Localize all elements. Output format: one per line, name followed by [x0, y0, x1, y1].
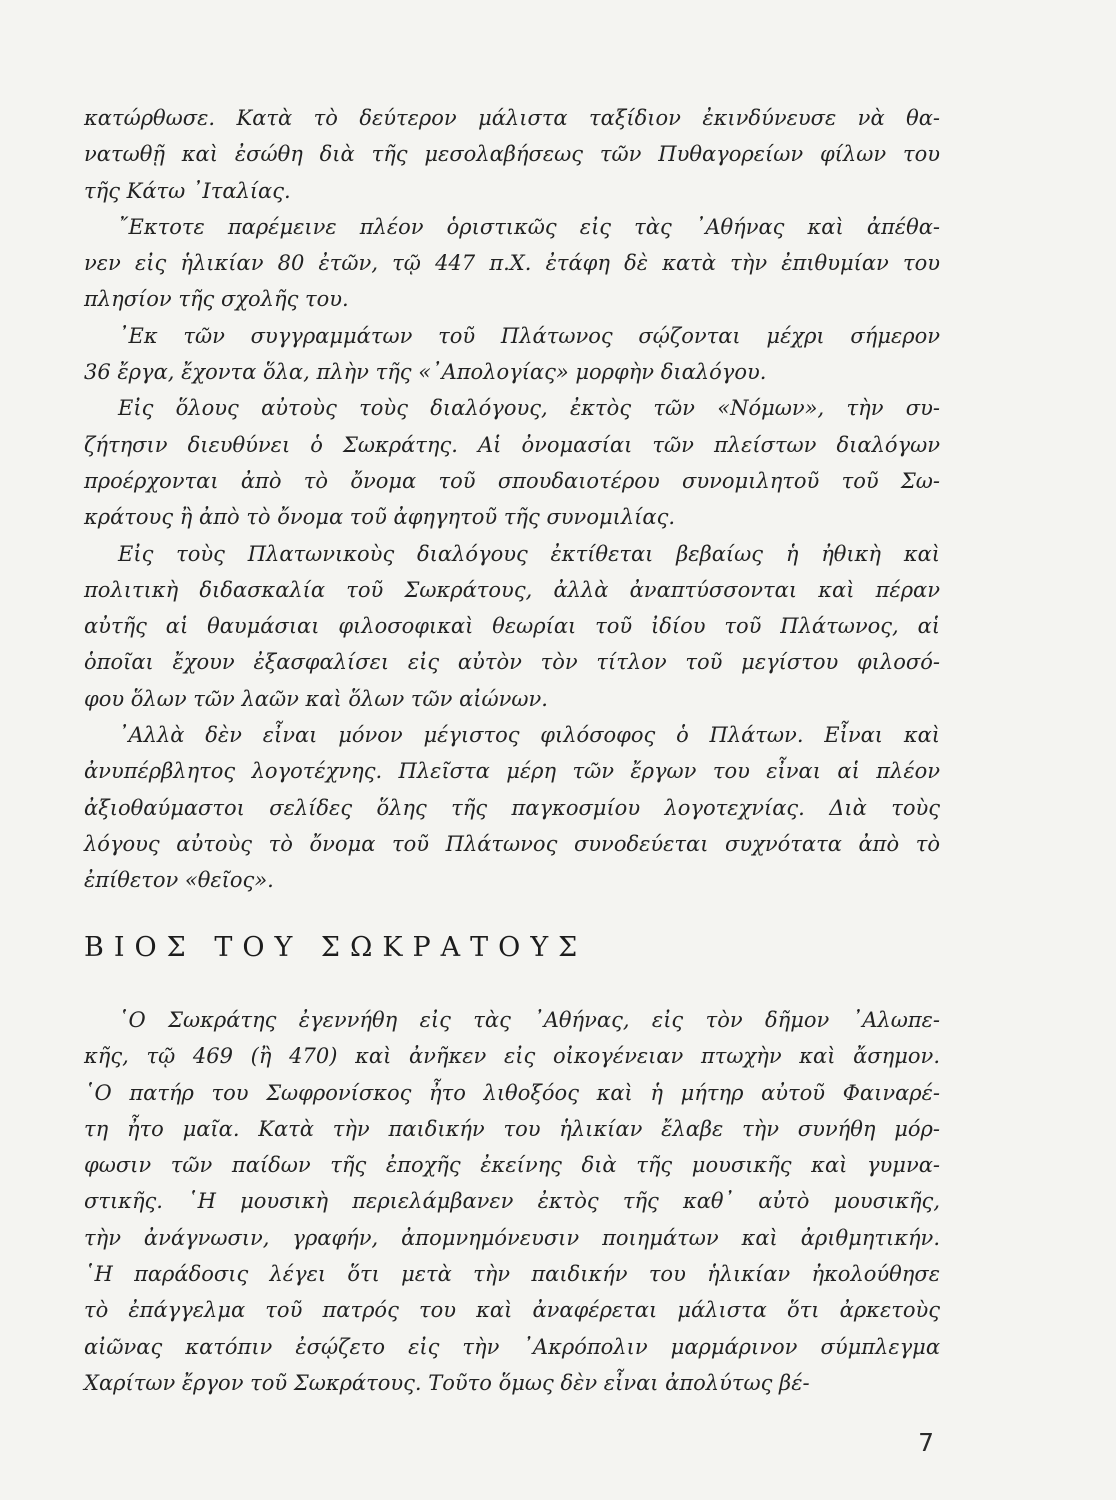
text-line: ᾿Εκ τῶν συγγραμμάτων τοῦ Πλάτωνος σῴζονται μέχρι σήμερον [118, 323, 940, 348]
text-line: ἐπίθετον «θεῖος». [84, 868, 274, 893]
text-line: φου ὅλων τῶν λαῶν καὶ ὅλων τῶν αἰώνων. [84, 686, 548, 711]
text-line: ᾿Αλλὰ δὲν εἶναι μόνον μέγιστος φιλόσοφος ὁ Πλάτων. Εἶναι καὶ [118, 723, 940, 748]
text-line: ἀξιοθαύμαστοι σελίδες ὅλης τῆς παγκοσμίου λογοτεχνίας. Διὰ τοὺς [84, 795, 940, 820]
section-heading: ΒΙΟΣ ΤΟΥ ΣΩΚΡΑΤΟΥΣ [84, 932, 588, 963]
text-line: αἰῶνας κατόπιν ἐσῴζετο εἰς τὴν ᾿Ακρόπολιν μαρμάρινον σύμπλεγμα [84, 1334, 940, 1359]
text-line: 36 ἔργα, ἔχοντα ὅλα, πλὴν τῆς «᾿Απολογίας» μορφὴν διαλόγου. [84, 360, 767, 385]
text-line: ῾Ο Σωκράτης ἐγεννήθη εἰς τὰς ᾿Αθήνας, εἰς τὸν δῆμον ᾿Αλωπε- [118, 1008, 940, 1032]
text-line: Εἰς ὅλους αὐτοὺς τοὺς διαλόγους, ἐκτὸς τῶν «Νόμων», τὴν συ- [118, 396, 940, 421]
text-line: ἀνυπέρβλητος λογοτέχνης. Πλεῖστα μέρη τῶν ἔργων του εἶναι αἱ πλέον [84, 759, 940, 784]
text-line: πολιτικὴ διδασκαλία τοῦ Σωκράτους, ἀλλὰ ἀναπτύσσονται καὶ πέραν [84, 577, 940, 602]
text-line: προέρχονται ἀπὸ τὸ ὄνομα τοῦ σπουδαιοτέρου συνομιλητοῦ τοῦ Σω- [84, 468, 940, 493]
text-line: ῎Εκτοτε παρέμεινε πλέον ὁριστικῶς εἰς τὰς ᾿Αθήνας καὶ ἀπέθα- [118, 214, 940, 239]
text-line: κατώρθωσε. Κατὰ τὸ δεύτερον μάλιστα ταξίδιον ἐκινδύνευσε νὰ θα- [84, 106, 940, 130]
text-line: τὸ ἐπάγγελμα τοῦ πατρός του καὶ ἀναφέρεται μάλιστα ὅτι ἀρκετοὺς [84, 1298, 940, 1323]
text-line: ῾Ο πατήρ του Σωφρονίσκος ἦτο λιθοξόος καὶ ἡ μήτηρ αὐτοῦ Φαιναρέ- [84, 1080, 940, 1105]
text-line: τη ἦτο μαῖα. Κατὰ τὴν παιδικήν του ἡλικίαν ἔλαβε τὴν συνήθη μόρ- [84, 1116, 940, 1141]
text-line: Χαρίτων ἔργον τοῦ Σωκράτους. Τοῦτο ὅμως δὲν εἶναι ἀπολύτως βέ- [84, 1370, 810, 1395]
text-line: στικῆς. ῾Η μουσικὴ περιελάμβανεν ἐκτὸς τῆς καθ᾿ αὐτὸ μουσικῆς, [84, 1189, 940, 1214]
text-line: τῆς Κάτω ᾿Ιταλίας. [84, 178, 291, 203]
text-line: αὐτῆς αἱ θαυμάσιαι φιλοσοφικαὶ θεωρίαι τοῦ ἰδίου τοῦ Πλάτωνος, αἱ [84, 614, 940, 639]
text-line: ζήτησιν διευθύνει ὁ Σωκράτης. Αἱ ὀνομασίαι τῶν πλείστων διαλόγων [84, 432, 940, 457]
text-line: κῆς, τῷ 469 (ἢ 470) καὶ ἀνῆκεν εἰς οἰκογένειαν πτωχὴν καὶ ἄσημον. [84, 1044, 940, 1069]
page-number: 7 [918, 1428, 934, 1457]
text-line: ὁποῖαι ἔχουν ἐξασφαλίσει εἰς αὐτὸν τὸν τίτλον τοῦ μεγίστου φιλοσό- [84, 650, 940, 675]
text-line: φωσιν τῶν παίδων τῆς ἐποχῆς ἐκείνης διὰ τῆς μουσικῆς καὶ γυμνα- [84, 1153, 940, 1178]
text-line: τὴν ἀνάγνωσιν, γραφήν, ἀπομνημόνευσιν ποιημάτων καὶ ἀριθμητικήν. [84, 1225, 940, 1250]
text-line: νεν εἰς ἡλικίαν 80 ἐτῶν, τῷ 447 π.Χ. ἐτάφη δὲ κατὰ τὴν ἐπιθυμίαν του [84, 251, 940, 276]
text-line: κράτους ἢ ἀπὸ τὸ ὄνομα τοῦ ἀφηγητοῦ τῆς συνομιλίας. [84, 505, 676, 530]
text-line: ῾Η παράδοσις λέγει ὅτι μετὰ τὴν παιδικήν του ἡλικίαν ἠκολούθησε [84, 1262, 940, 1287]
text-line: πλησίον τῆς σχολῆς του. [84, 287, 349, 312]
body-text-bottom [84, 1002, 940, 1401]
body-text-top [84, 100, 940, 899]
text-line: Εἰς τοὺς Πλατωνικοὺς διαλόγους ἐκτίθεται βεβαίως ἡ ἠθικὴ καὶ [118, 541, 940, 566]
text-line: νατωθῇ καὶ ἐσώθη διὰ τῆς μεσολαβήσεως τῶν Πυθαγορείων φίλων του [84, 142, 940, 167]
text-line: λόγους αὐτοὺς τὸ ὄνομα τοῦ Πλάτωνος συνοδεύεται συχνότατα ἀπὸ τὸ [84, 831, 940, 856]
